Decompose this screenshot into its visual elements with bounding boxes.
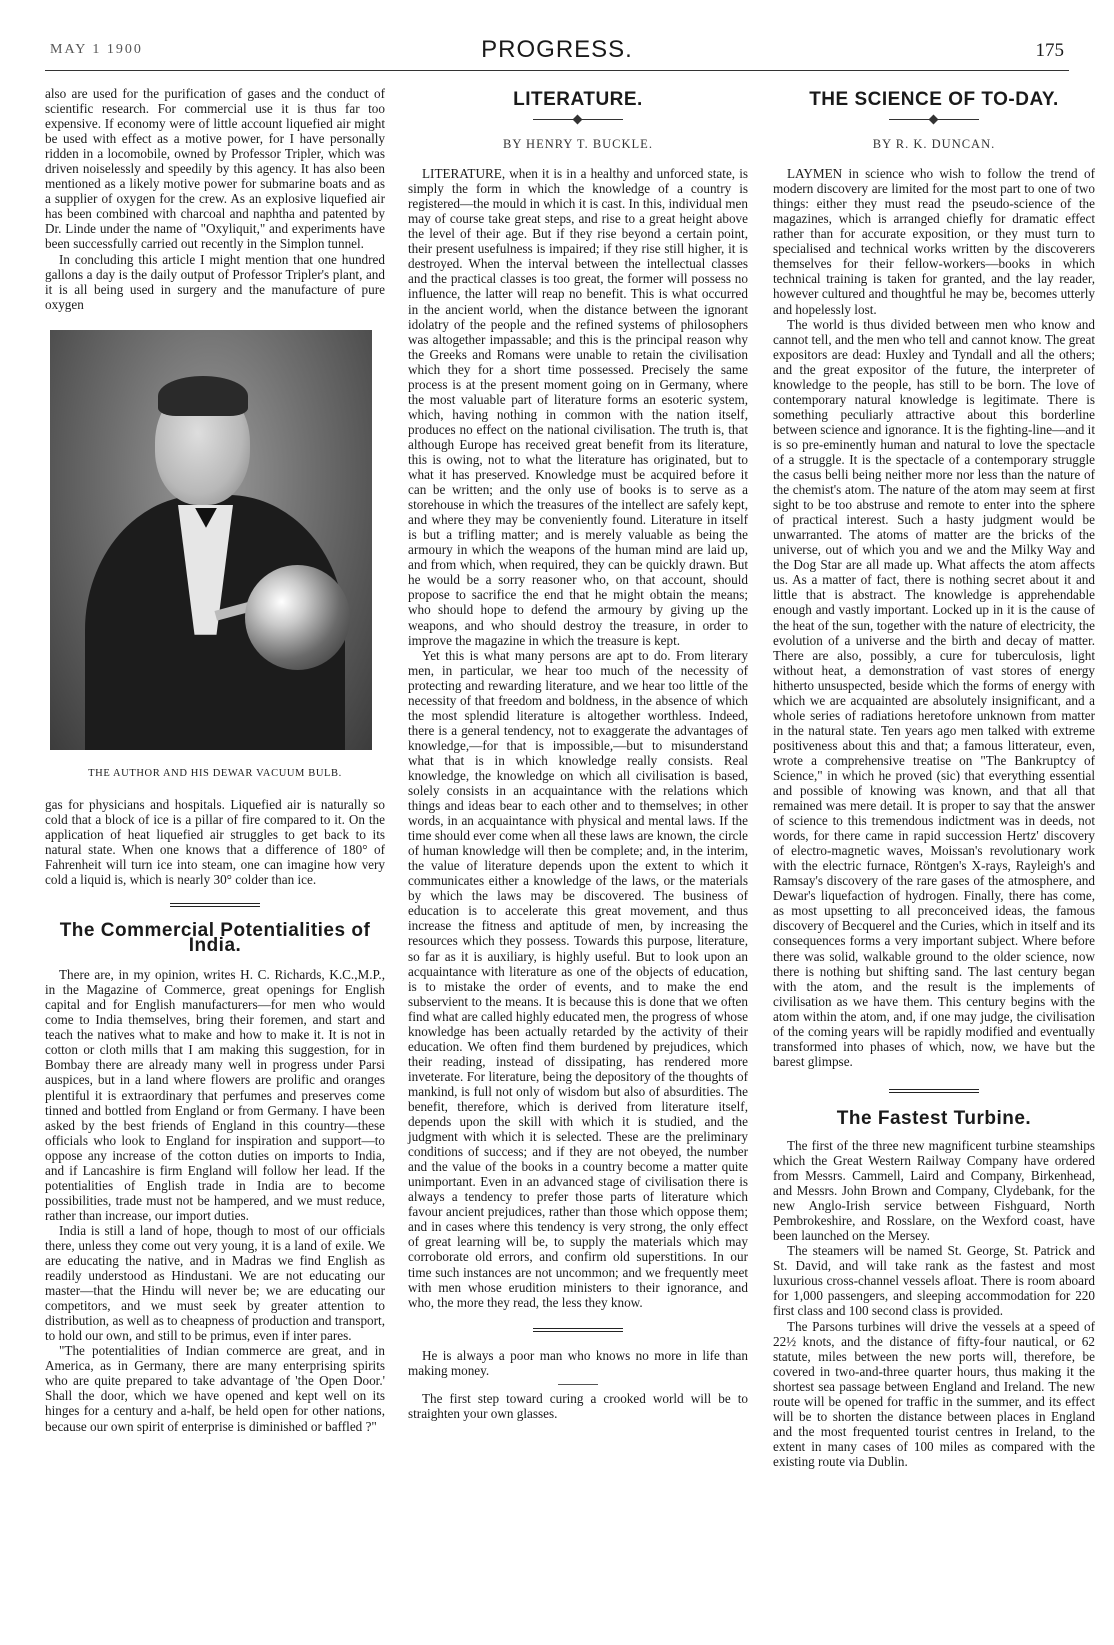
short-divider: [558, 1384, 598, 1385]
headline-ornament: [889, 115, 979, 123]
photo-vacuum-bulb: [245, 565, 350, 670]
literature-paragraph-1: LITERATURE, when it is in a healthy and unforced state, is simply the form in which the knowledge of a country is registered—the mould in which it is cast. In this, individual men may of course take great steps, and rise to a great height above the level of their age. But if they rise beyond a certain point, their present usefulness is impaired; if they rise still higher, it is destroyed. When the interval between the intellectual classes and the practical classes is too great, the former will possess no influence, the latter will reap no benefit. This is what occurred in the ancient world, when the distance between the ignorant idolatry of the people and the refined systems of philosophers was altogether impassable; and this is the principal reason why the Greeks and Romans were unable to retain the civilisation which they for a short time possessed. Precisely the same process is at the present moment going on in Germany, where the most valuable part of literature forms an esoteric system, which, having nothing in common with the nation itself, produces no effect on the national civilisation. The truth is, that although Europe has received great benefit from its literature, this is owing, not to what the literature has originated, but to what it has preserved. Knowledge must be acquired before it can be written; and the only use of books is to serve as a storehouse in which the treasures of the intellect are safely kept, and where they may be conveniently found. Literature in itself is but a trifling matter; and is merely valuable as being the armoury in which the weapons of the human mind are laid up, and from which, when required, they can be quickly drawn. But he would be a sorry reasoner who, on that account, should propose to sacrifice the end that he might obtain the means; who should hope to defend the armoury by giving up the weapons, and who should destroy the treasure, in order to improve the magazine in which the treasure is kept.: [408, 166, 748, 648]
literature-paragraph-2: Yet this is what many persons are apt to do. From literary men, in particular, we hear too much of the necessity of protecting and rewarding literature, and we hear too little of the necessity of that freedom and boldness, in the absence of which the most splendid literature is altogether worthless. Indeed, there is a general tendency, not to exaggerate the advantages of knowledge,—for that is impossible,—but to misunderstand what that is in which knowledge really consists. Real knowledge, the knowledge on which all civilisation is based, solely consists in an acquaintance with the relations which things and ideas bear to each other and to themselves; in other words, in an acquaintance with physical and mental laws. If the time should ever come when all these laws are known, the circle of human knowledge will then be complete; and, in the interim, the value of literature depends upon the extent to which it communicates either a knowledge of the laws, or the materials by which the laws may be discovered. The business of education is to accelerate this great movement, and thus increase the fitness and aptitude of men, by increasing the resources which they possess. Towards this purpose, literature, so far as it is auxiliary, is highly useful. But to look upon an acquaintance with literature as one of the objects of education, is to mistake the order of events, and to make the end subservient to the means. It is because this is done that we often find what are called highly educated men, the progress of whose knowledge has been actually retarded by the activity of their education. We often find them burdened by prejudices, which their reading, instead of dissipating, has rendered more inveterate. For literature, being the depository of the thoughts of mankind, is full not only of wisdom but also of absurdities. The benefit, therefore, which is derived from literature itself, depends upon the skill with which it is studied, and the judgment with which it is selected. These are the preliminary conditions of success; and if they are not obeyed, the number and the value of the books in a country become a matter quite unimportant. Even in an advanced stage of civilisation there is always a tendency to prefer those parts of literature which favour ancient prejudices, rather than those which oppose them; and in cases where this tendency is very strong, the only effect of great learning will be, to supply the materials which may corroborate old errors, and confirm old superstitions. In our time such instances are not uncommon; and we frequently meet with men whose erudition ministers to their ignorance, and who, the more they read, the less they know.: [408, 647, 748, 1310]
proverb-glasses: The first step toward curing a crooked world will be to straighten your own glasses.: [408, 1390, 748, 1421]
india-paragraph-3: "The potentialities of Indian commerce are great, and in America, as in Germany, there are many enterprising spirits who are quite prepared to take advantage of 'the Open Door.' Shall the door, which we have opened and kept well on its hinges for a century and a-half, be held open for other nations, because our own spirit of enterprise is diminished or baffled ?": [45, 1343, 385, 1434]
science-headline: THE SCIENCE OF TO-DAY.: [809, 89, 1059, 110]
india-headline: The Commercial Potentialities of India.: [59, 920, 371, 957]
liquid-air-paragraph-2: In concluding this article I might mention that one hundred gallons a day is the daily output of Professor Tripler's plant, and it is all being used in surgery and the manufacture of pure oxygen: [45, 251, 385, 312]
turbine-paragraph-3: The Parsons turbines will drive the vessels at a speed of 22½ knots, and the distance of fifty-four nautical, or 62 statute, miles between the new ports will, therefore, be covered in two-and-three quarter hours, thus making it the shortest sea passage between England and Ireland. The new route will be opened for traffic in the summer, and its effect will be to shorten the distance between places in England and the most frequented tourist centres in Ireland, to the extent in many cases of 100 miles as compared with the existing route via Dublin.: [773, 1318, 1095, 1469]
section-divider: [889, 1089, 979, 1095]
literature-byline: BY HENRY T. BUCKLE.: [503, 137, 653, 152]
section-divider: [170, 903, 260, 909]
column-right: [773, 86, 1095, 1469]
turbine-paragraph-1: The first of the three new magnificent turbine steamships which the Great Western Railway Company have ordered from Messrs. Cammell, Laird and Company, Birkenhead, and Messrs. John Brown and Company, Clydebank, for the new Anglo-Irish service between Fishguard, North Pembrokeshire, and Rosslare, on the Wexford coast, have been launched on the Mersey.: [773, 1137, 1095, 1244]
headline-ornament: [533, 115, 623, 123]
photo-caption: THE AUTHOR AND HIS DEWAR VACUUM BULB.: [88, 767, 342, 779]
running-header: [40, 36, 1074, 64]
literature-headline: LITERATURE.: [513, 89, 643, 110]
science-paragraph-2: The world is thus divided between men who know and cannot tell, and the men who tell and cannot know. The great expositors are dead: Huxley and Tyndall and all the others; and the great expositor of the future, the interpreter of knowledge to the people, has still to be born. The love of contemporary natural knowledge is legitimate. There is something peculiarly attractive about this borderline between science and ignorance. It is the fighting-line—and it is so pre-eminently human and natural to love the spectacle of a struggle. It is the spectacle of a contemporary struggle the casus belli being neither more nor less than the nature of the chemist's atom. The nature of the atom may seem at first sight to be too abstruse and remote to enter into the sphere of practical interest. Such a hasty judgment would be unwarranted. The atoms of matter are the bricks of the universe, out of which you and we and the Milky Way and the Dog Star are all made up. What affects the atom affects us. As a matter of fact, there is nothing secret about it and little that is abstract. The knowledge is apprehendable enough and vastly important. Locked up in it is the cause of the heat of the sun, together with the nature of electricity, the evolution of a universe and the birth and decay of matter. There are also, possibly, a cure for tuberculosis, light without heat, a demonstration of vast stores of energy hitherto unsuspected, beside which the forms of energy with which we are acquainted are absolutely insignificant, and a whole series of radiations heretofore unknown from matter in the natural state. Ten years ago men talked with extreme positiveness about this and that; a famous litterateur, even, wrote a comprehensive treatise on "The Bankruptcy of Science," in which he proved (sic) that everything essential and possible of knowing was known, and that all that remained was mere detail. It is proper to say that the answer of science to this tremendous indictment was in deeds, not words, for there came in rapid succession Hertz' discovery of electro-magnetic waves, Moissan's revolutionary work with the electric furnace, Röntgen's X-rays, Rayleigh's and Ramsay's discovery of the rare gases of the atmosphere, and Dewar's liquefaction of hydrogen. Finally, there has come, as most upsetting to all preconceived ideas, the famous discovery of Becquerel and the Curies, which in itself and its consequences forms a very important subject. Where before there was solid, walkable ground to the older science, now there is nothing but shifting sand. The last century began with the atom, and the result is the implements of civilisation as we have them. This century begins with the atom within the atom, and, if one may judge, the civilisation of the coming years will be rapidly modified and eventually transformed into phases of which, now, we have but the barest glimpse.: [773, 316, 1095, 1069]
liquid-air-paragraph-1: also are used for the purification of gases and the conduct of scientific research. For commercial use it is thus far too expensive. If economy were of little account liquefied air might be used with effect as a motive power, for I have personally ridden in a locomobile, owned by Professor Tripler, which was driven noiselessly and speedily by this agency. It has also been mentioned as a likely motive power for submarine boats and as a supplier of oxygen for the crew. As an explosive liquefied air has been combined with charcoal and naphtha and patented by Dr. Linde under the name of "Oxyliquit," and experiments have been successfully carried out recently in the Simplon tunnel.: [45, 86, 385, 252]
proverb-money: He is always a poor man who knows no more in life than making money.: [408, 1347, 748, 1378]
turbine-paragraph-2: The steamers will be named St. George, St. Patrick and St. David, and will take rank as the fastest and most luxurious cross-channel vessels afloat. There is room aboard for 1,000 passengers, and sleeping accommodation for 220 first class and 100 second class is provided.: [773, 1243, 1095, 1319]
issue-date: MAY 1 1900: [50, 42, 143, 57]
india-paragraph-2: India is still a land of hope, though to most of our officials there, unless they come out very young, it is a land of exile. We are educating the native, and in Madras we find English as readily understood as Hindustani. We are not educating our master—that the Hindu will never be; we are educating our competitors, and we must seek by greater attention to distribution, as well as to cheapness of production and transport, to hold our own, and still to be primus, even if inter pares.: [45, 1222, 385, 1344]
photo-figure-hair: [158, 376, 248, 416]
turbine-headline: The Fastest Turbine.: [836, 1107, 1032, 1129]
column-middle: [408, 86, 748, 1421]
liquid-air-paragraph-3: gas for physicians and hospitals. Liquefied air is naturally so cold that a block of ice is a pillar of fire compared to it. On the application of heat liquefied air struggles to get back to its natural state. When one knows that a difference of 180° of Fahrenheit will turn ice into steam, one can imagine how very cold a liquid is, which is nearly 30° colder than ice.: [45, 796, 385, 887]
science-byline: BY R. K. DUNCAN.: [872, 137, 996, 152]
publication-title: PROGRESS.: [481, 36, 633, 63]
india-paragraph-1: There are, in my opinion, writes H. C. Richards, K.C.,M.P., in the Magazine of Commerce, great openings for English capital and for English manufacturers—for men who would come to India themselves, bring their foremen, and start and teach the natives what to make and how to make it. It is not in cotton or cloth mills that I am making this suggestion, for in Bombay there are already many well in progress under Parsi auspices, but in a land where flowers are prolific and oranges plentiful it is extraordinary that perfumes and preserves come tinned and bottled from England or from Germany. I have been asked by the best friends of England in this country—these officials who look to England for inspiration and support—to oppose any increase of the cotton duties on imports to India, and if Lancashire is firm England will follow her lead. If the potentialities of English trade in India are to become possibilities, trade must not be hampered, and we must reduce, rather than increase, our import duties.: [45, 967, 385, 1223]
science-paragraph-1: LAYMEN in science who wish to follow the trend of modern discovery are limited for the most part to one of two things: either they must read the pseudo-science of the magazines, which is arranged chiefly for dramatic effect rather than for accurate exposition, or they must turn to specialised and technical works written by the discoverers themselves for their fellow-workers—books in which technical training is taken for granted, and the lay reader, however cultured and thoughtful he may be, becomes utterly and hopelessly lost.: [773, 166, 1095, 317]
page-number: 175: [1035, 40, 1064, 61]
header-rule: [45, 70, 1069, 71]
column-left: [45, 86, 385, 1434]
author-photograph: [50, 330, 372, 750]
